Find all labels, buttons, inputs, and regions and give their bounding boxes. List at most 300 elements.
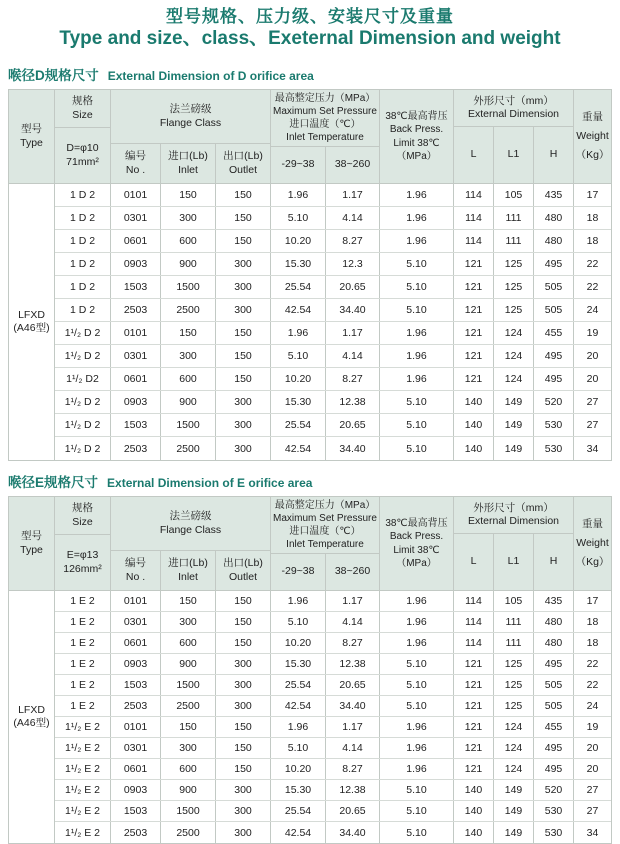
cell-no: 1503 (111, 801, 161, 821)
table-row (55, 654, 611, 675)
cell-l1: 124 (494, 759, 534, 779)
cell-h: 435 (534, 591, 574, 611)
cell-size: 1¹/₂ D 2 (55, 345, 111, 367)
cell-temp2: 4.14 (326, 207, 380, 229)
cell-backpress: 1.96 (380, 738, 454, 758)
cell-h: 495 (534, 253, 574, 275)
cell-no: 0601 (111, 368, 161, 390)
cell-h: 435 (534, 184, 574, 206)
cell-l: 121 (454, 368, 494, 390)
cell-no: 0903 (111, 780, 161, 800)
cell-size: 1 D 2 (55, 299, 111, 321)
cell-weight: 24 (574, 696, 611, 716)
cell-temp2: 8.27 (326, 633, 380, 653)
cell-weight: 20 (574, 345, 611, 367)
cell-inlet: 600 (161, 368, 216, 390)
cell-weight: 22 (574, 654, 611, 674)
cell-temp2: 1.17 (326, 591, 380, 611)
table-row (55, 633, 611, 654)
cell-h: 505 (534, 696, 574, 716)
table-row (55, 437, 611, 460)
cell-temp1: 10.20 (271, 759, 326, 779)
header-outlet: 出口(Lb) Outlet (216, 551, 271, 590)
table-row (55, 299, 611, 322)
header-inlet: 进口(Lb) Inlet (161, 144, 216, 183)
cell-no: 0301 (111, 612, 161, 632)
header-type: 型号 Type (9, 497, 55, 590)
cell-inlet: 1500 (161, 276, 216, 298)
header-dim-h: H (534, 127, 574, 183)
cell-outlet: 150 (216, 633, 271, 653)
cell-weight: 20 (574, 738, 611, 758)
cell-l: 114 (454, 207, 494, 229)
cell-backpress: 5.10 (380, 276, 454, 298)
table-row (55, 780, 611, 801)
cell-l: 140 (454, 780, 494, 800)
cell-temp2: 12.3 (326, 253, 380, 275)
cell-size: 1 E 2 (55, 654, 111, 674)
cell-l: 114 (454, 230, 494, 252)
cell-inlet: 1500 (161, 414, 216, 436)
cell-inlet: 150 (161, 184, 216, 206)
cell-size: 1¹/₂ D 2 (55, 322, 111, 344)
cell-weight: 24 (574, 299, 611, 321)
header-size: 规格 Size (55, 497, 110, 535)
cell-no: 1503 (111, 276, 161, 298)
cell-outlet: 300 (216, 822, 271, 843)
cell-backpress: 5.10 (380, 780, 454, 800)
header-back-pressure: 38℃最高背压 Back Press. Limit 38℃ （MPa） (380, 90, 454, 183)
table-row (55, 591, 611, 612)
header-dim-l: L (454, 534, 494, 590)
section-title-e-en: External Dimension of E orifice area (107, 476, 313, 491)
cell-h: 455 (534, 322, 574, 344)
cell-backpress: 5.10 (380, 253, 454, 275)
cell-outlet: 150 (216, 612, 271, 632)
cell-l: 121 (454, 253, 494, 275)
cell-temp1: 25.54 (271, 675, 326, 695)
cell-weight: 19 (574, 717, 611, 737)
cell-l: 121 (454, 717, 494, 737)
header-no: 编号 No . (111, 144, 161, 183)
cell-temp2: 1.17 (326, 717, 380, 737)
spec-table-d (8, 89, 612, 461)
cell-l1: 125 (494, 654, 534, 674)
cell-size: 1 E 2 (55, 696, 111, 716)
cell-l1: 124 (494, 322, 534, 344)
table-row (55, 184, 611, 207)
header-external-dimension: 外形尺寸（mm） External Dimension (454, 90, 574, 127)
header-flange-group (111, 90, 271, 183)
cell-size: 1¹/₂ D 2 (55, 414, 111, 436)
cell-outlet: 300 (216, 675, 271, 695)
header-no: 编号 No . (111, 551, 161, 590)
cell-l1: 149 (494, 801, 534, 821)
size-spec-line1: E=φ13 (66, 549, 99, 562)
cell-temp1: 10.20 (271, 230, 326, 252)
cell-no: 2503 (111, 696, 161, 716)
cell-backpress: 5.10 (380, 391, 454, 413)
header-inlet: 进口(Lb) Inlet (161, 551, 216, 590)
cell-l: 121 (454, 675, 494, 695)
cell-temp1: 10.20 (271, 368, 326, 390)
cell-outlet: 150 (216, 345, 271, 367)
cell-l: 121 (454, 738, 494, 758)
table-row (55, 368, 611, 391)
header-outlet: 出口(Lb) Outlet (216, 144, 271, 183)
cell-no: 0903 (111, 253, 161, 275)
cell-inlet: 900 (161, 780, 216, 800)
table-d-header (9, 90, 611, 184)
cell-temp1: 1.96 (271, 591, 326, 611)
cell-size: 1¹/₂ E 2 (55, 822, 111, 843)
table-row (55, 738, 611, 759)
header-dim-l1: L1 (494, 534, 534, 590)
cell-temp1: 1.96 (271, 322, 326, 344)
cell-l1: 125 (494, 675, 534, 695)
cell-backpress: 1.96 (380, 591, 454, 611)
header-max-set-pressure: 最高整定压力（MPa） Maximum Set Pressure 进口温度（℃） Inlet Temperature (271, 497, 380, 554)
cell-backpress: 5.10 (380, 437, 454, 460)
cell-h: 530 (534, 801, 574, 821)
cell-size: 1¹/₂ E 2 (55, 759, 111, 779)
header-weight: 重量 Weight （Kg） (575, 517, 610, 569)
cell-temp2: 20.65 (326, 276, 380, 298)
cell-outlet: 150 (216, 322, 271, 344)
header-size-group (55, 497, 111, 590)
cell-l1: 149 (494, 780, 534, 800)
cell-no: 0301 (111, 345, 161, 367)
type-line2: (A46型) (13, 322, 50, 335)
header-temp-subrow (271, 554, 380, 590)
cell-outlet: 150 (216, 591, 271, 611)
type-line2: (A46型) (13, 717, 50, 730)
cell-temp1: 25.54 (271, 801, 326, 821)
cell-l: 140 (454, 437, 494, 460)
cell-size: 1 E 2 (55, 612, 111, 632)
cell-l: 121 (454, 696, 494, 716)
cell-h: 480 (534, 230, 574, 252)
cell-h: 480 (534, 207, 574, 229)
cell-weight: 19 (574, 322, 611, 344)
cell-backpress: 1.96 (380, 322, 454, 344)
cell-backpress: 5.10 (380, 822, 454, 843)
cell-weight: 27 (574, 391, 611, 413)
cell-no: 2503 (111, 822, 161, 843)
cell-l: 121 (454, 322, 494, 344)
cell-backpress: 1.96 (380, 184, 454, 206)
cell-weight: 20 (574, 368, 611, 390)
cell-inlet: 2500 (161, 822, 216, 843)
cell-inlet: 150 (161, 717, 216, 737)
table-row (55, 391, 611, 414)
header-dimension-group (454, 90, 574, 183)
cell-temp2: 34.40 (326, 437, 380, 460)
cell-backpress: 1.96 (380, 633, 454, 653)
header-temp-range-1: -29~38 (271, 147, 326, 183)
table-e-header (9, 497, 611, 591)
cell-backpress: 5.10 (380, 801, 454, 821)
cell-inlet: 900 (161, 391, 216, 413)
cell-no: 0301 (111, 207, 161, 229)
cell-temp1: 5.10 (271, 738, 326, 758)
type-cell-d (9, 184, 55, 460)
cell-l1: 125 (494, 253, 534, 275)
cell-backpress: 1.96 (380, 230, 454, 252)
cell-temp1: 5.10 (271, 345, 326, 367)
cell-outlet: 300 (216, 253, 271, 275)
cell-inlet: 300 (161, 612, 216, 632)
cell-no: 0101 (111, 717, 161, 737)
cell-size: 1 D 2 (55, 184, 111, 206)
cell-inlet: 600 (161, 633, 216, 653)
cell-backpress: 5.10 (380, 414, 454, 436)
cell-inlet: 2500 (161, 299, 216, 321)
cell-temp2: 20.65 (326, 801, 380, 821)
header-pressure-group (271, 90, 380, 183)
header-dim-l: L (454, 127, 494, 183)
table-row (55, 696, 611, 717)
cell-l1: 105 (494, 184, 534, 206)
cell-weight: 34 (574, 437, 611, 460)
cell-h: 530 (534, 822, 574, 843)
cell-size: 1¹/₂ E 2 (55, 717, 111, 737)
header-type (9, 90, 55, 183)
cell-temp1: 5.10 (271, 207, 326, 229)
cell-h: 495 (534, 345, 574, 367)
cell-h: 530 (534, 437, 574, 460)
cell-l1: 149 (494, 414, 534, 436)
header-pressure-group (271, 497, 380, 590)
cell-no: 1503 (111, 675, 161, 695)
cell-l: 121 (454, 759, 494, 779)
cell-h: 505 (534, 675, 574, 695)
size-spec-line1: D=φ10 (66, 142, 99, 155)
cell-outlet: 150 (216, 738, 271, 758)
cell-no: 1503 (111, 414, 161, 436)
cell-outlet: 150 (216, 717, 271, 737)
cell-temp2: 8.27 (326, 759, 380, 779)
cell-l1: 124 (494, 717, 534, 737)
cell-weight: 27 (574, 414, 611, 436)
cell-outlet: 300 (216, 654, 271, 674)
cell-h: 480 (534, 612, 574, 632)
cell-h: 505 (534, 299, 574, 321)
cell-backpress: 5.10 (380, 696, 454, 716)
cell-temp1: 42.54 (271, 696, 326, 716)
cell-temp2: 4.14 (326, 345, 380, 367)
cell-temp1: 15.30 (271, 654, 326, 674)
cell-weight: 34 (574, 822, 611, 843)
cell-backpress: 1.96 (380, 345, 454, 367)
size-spec-line2: 71mm² (66, 155, 99, 168)
header-temp-range-2: 38~260 (326, 147, 380, 183)
header-temp-range-2: 38~260 (326, 554, 380, 590)
cell-l1: 149 (494, 822, 534, 843)
cell-outlet: 300 (216, 801, 271, 821)
cell-inlet: 600 (161, 759, 216, 779)
cell-weight: 17 (574, 184, 611, 206)
cell-temp2: 34.40 (326, 822, 380, 843)
cell-outlet: 300 (216, 437, 271, 460)
type-line1: LFXD (18, 308, 45, 321)
cell-l1: 124 (494, 368, 534, 390)
cell-no: 0601 (111, 230, 161, 252)
cell-l: 140 (454, 414, 494, 436)
cell-size: 1 D 2 (55, 276, 111, 298)
cell-temp1: 15.30 (271, 780, 326, 800)
size-spec-line2: 126mm² (63, 562, 102, 575)
cell-size: 1 D 2 (55, 207, 111, 229)
cell-l1: 149 (494, 391, 534, 413)
section-title-d-en: External Dimension of D orifice area (107, 69, 314, 84)
section-title-e-zh: 喉径E规格尺寸 (8, 475, 99, 491)
header-size (55, 90, 110, 128)
header-max-set-pressure: 最高整定压力（MPa） Maximum Set Pressure 进口温度（℃） Inlet Temperature (271, 90, 380, 147)
cell-backpress: 1.96 (380, 207, 454, 229)
table-d-rows (55, 184, 611, 460)
cell-temp1: 10.20 (271, 633, 326, 653)
table-e-rows (55, 591, 611, 843)
cell-backpress: 5.10 (380, 299, 454, 321)
table-row (55, 253, 611, 276)
cell-l1: 111 (494, 207, 534, 229)
header-size-spec (55, 535, 110, 590)
cell-backpress: 1.96 (380, 759, 454, 779)
cell-size: 1¹/₂ D 2 (55, 391, 111, 413)
cell-backpress: 1.96 (380, 368, 454, 390)
table-row (55, 759, 611, 780)
cell-inlet: 900 (161, 253, 216, 275)
cell-temp2: 1.17 (326, 322, 380, 344)
cell-temp1: 15.30 (271, 253, 326, 275)
cell-inlet: 1500 (161, 675, 216, 695)
cell-temp1: 1.96 (271, 184, 326, 206)
cell-temp2: 20.65 (326, 414, 380, 436)
header-dim-subrow (454, 534, 574, 590)
section-title-e (8, 471, 612, 491)
cell-temp1: 1.96 (271, 717, 326, 737)
cell-backpress: 5.10 (380, 675, 454, 695)
cell-h: 495 (534, 759, 574, 779)
header-temp-subrow (271, 147, 380, 183)
cell-size: 1¹/₂ E 2 (55, 738, 111, 758)
cell-l1: 149 (494, 437, 534, 460)
cell-inlet: 300 (161, 207, 216, 229)
cell-l1: 111 (494, 612, 534, 632)
cell-l: 140 (454, 822, 494, 843)
header-weight: 重量 Weight （Kg） (575, 110, 610, 162)
cell-temp1: 25.54 (271, 414, 326, 436)
cell-no: 0903 (111, 654, 161, 674)
cell-l: 140 (454, 801, 494, 821)
cell-no: 0601 (111, 759, 161, 779)
cell-inlet: 300 (161, 738, 216, 758)
type-line1: LFXD (18, 703, 45, 716)
table-row (55, 717, 611, 738)
cell-temp2: 4.14 (326, 612, 380, 632)
cell-temp2: 8.27 (326, 368, 380, 390)
cell-outlet: 150 (216, 368, 271, 390)
cell-outlet: 300 (216, 299, 271, 321)
cell-h: 495 (534, 738, 574, 758)
cell-size: 1¹/₂ E 2 (55, 780, 111, 800)
cell-inlet: 150 (161, 322, 216, 344)
cell-outlet: 300 (216, 391, 271, 413)
cell-l: 121 (454, 345, 494, 367)
section-title-d-zh: 喉径D规格尺寸 (8, 68, 99, 84)
cell-h: 455 (534, 717, 574, 737)
table-row (55, 207, 611, 230)
cell-size: 1 E 2 (55, 633, 111, 653)
cell-weight: 22 (574, 253, 611, 275)
cell-temp1: 25.54 (271, 276, 326, 298)
header-size-en: Size (72, 108, 93, 121)
cell-l1: 111 (494, 633, 534, 653)
cell-l: 140 (454, 391, 494, 413)
cell-backpress: 1.96 (380, 717, 454, 737)
cell-weight: 18 (574, 207, 611, 229)
table-row (55, 276, 611, 299)
cell-weight: 18 (574, 612, 611, 632)
type-cell-e (9, 591, 55, 843)
table-e-body (9, 591, 611, 843)
header-external-dimension: 外形尺寸（mm） External Dimension (454, 497, 574, 534)
header-flange-zh: 法兰磅级 (169, 103, 212, 116)
cell-size: 1 E 2 (55, 675, 111, 695)
header-size-zh: 规格 (72, 95, 93, 108)
cell-no: 2503 (111, 299, 161, 321)
cell-outlet: 300 (216, 276, 271, 298)
cell-temp1: 42.54 (271, 299, 326, 321)
cell-temp2: 12.38 (326, 391, 380, 413)
header-flange-class (111, 90, 271, 144)
cell-no: 0903 (111, 391, 161, 413)
cell-outlet: 150 (216, 207, 271, 229)
table-row (55, 230, 611, 253)
header-type-en: Type (20, 136, 43, 149)
cell-no: 0101 (111, 322, 161, 344)
header-back-pressure: 38℃最高背压 Back Press. Limit 38℃ （MPa） (380, 497, 454, 590)
cell-weight: 22 (574, 276, 611, 298)
cell-weight: 17 (574, 591, 611, 611)
cell-outlet: 150 (216, 184, 271, 206)
cell-weight: 20 (574, 759, 611, 779)
cell-temp1: 15.30 (271, 391, 326, 413)
cell-size: 1¹/₂ E 2 (55, 801, 111, 821)
cell-weight: 27 (574, 801, 611, 821)
cell-h: 480 (534, 633, 574, 653)
table-row (55, 345, 611, 368)
page-title (0, 0, 620, 51)
cell-l1: 125 (494, 276, 534, 298)
header-flange-subrow (111, 144, 271, 183)
cell-l: 114 (454, 184, 494, 206)
cell-inlet: 600 (161, 230, 216, 252)
cell-l1: 111 (494, 230, 534, 252)
cell-inlet: 2500 (161, 437, 216, 460)
table-row (55, 822, 611, 843)
cell-temp2: 8.27 (326, 230, 380, 252)
cell-l1: 125 (494, 299, 534, 321)
header-flange-en: Flange Class (159, 116, 222, 129)
cell-weight: 18 (574, 230, 611, 252)
cell-weight: 18 (574, 633, 611, 653)
header-size-group (55, 90, 111, 183)
cell-h: 495 (534, 654, 574, 674)
cell-h: 530 (534, 414, 574, 436)
cell-l: 114 (454, 633, 494, 653)
